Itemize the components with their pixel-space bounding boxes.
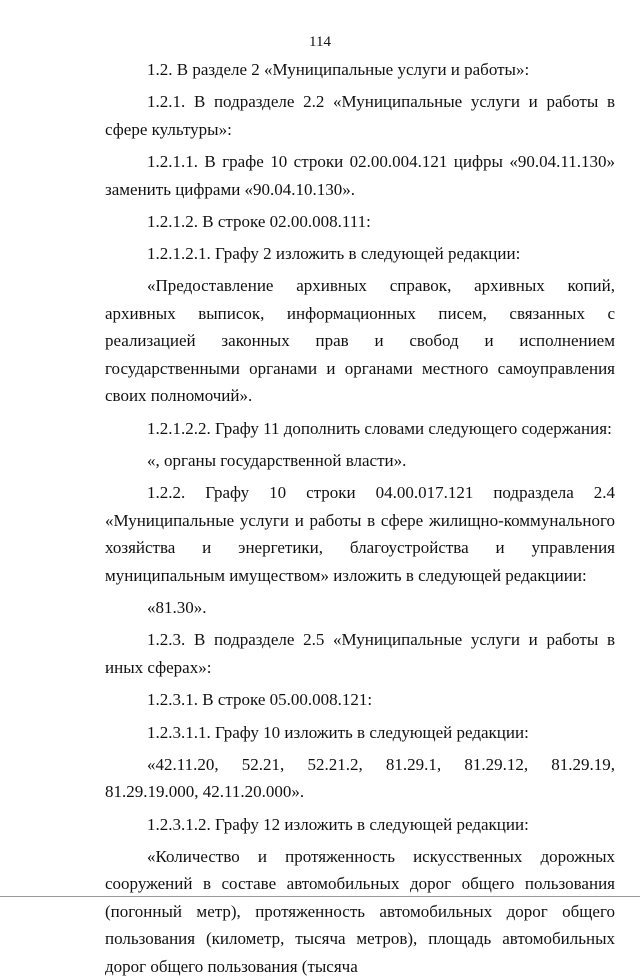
quoted-text-state-bodies: «, органы государственной власти». <box>147 451 407 471</box>
page-number: 114 <box>309 34 331 50</box>
document-body <box>105 56 615 980</box>
quoted-text-code-81-30: «81.30». <box>147 598 207 618</box>
paragraph-1-2-1-1: 1.2.1.1. В графе 10 строки 02.00.004.121 цифры «90.04.11.130» заменить цифрами «90.04.10.130». <box>105 152 615 199</box>
paragraph-1-2-1-2: 1.2.1.2. В строке 02.00.008.111: <box>147 211 371 231</box>
paragraph-1-2-3-1-1: 1.2.3.1.1. Графу 10 изложить в следующей редакции: <box>147 722 529 742</box>
paragraph-1-2: 1.2. В разделе 2 «Муниципальные услуги и работы»: <box>147 60 530 79</box>
paragraph-1-2-1-2-1: 1.2.1.2.1. Графу 2 изложить в следующей редакции: <box>147 244 521 264</box>
quoted-text-road-structures: «Количество и протяженность искусственных дорожных сооружений в составе автомобильных дорог общего пользования (погонный метр), протяженность автомобильных дорог общего пользования (километр, тысяча метров), площадь автомобильных дорог общего пользования (тысяча <box>105 846 615 976</box>
paragraph-1-2-1: 1.2.1. В подразделе 2.2 «Муниципальные услуги и работы в сфере культуры»: <box>105 92 615 139</box>
paragraph-1-2-3: 1.2.3. В подразделе 2.5 «Муниципальные услуги и работы в иных сферах»: <box>105 630 615 677</box>
paragraph-1-2-3-1: 1.2.3.1. В строке 05.00.008.121: <box>147 690 373 710</box>
scan-bottom-edge <box>0 896 640 897</box>
paragraph-1-2-1-2-2: 1.2.1.2.2. Графу 11 дополнить словами следующего содержания: <box>147 418 612 438</box>
paragraph-1-2-3-1-2: 1.2.3.1.2. Графу 12 изложить в следующей редакции: <box>147 814 529 834</box>
quoted-text-archive-services: «Предоставление архивных справок, архивных копий, архивных выписок, информационных писем, связанных с реализацией законных прав и свобод и исполнением государственными органами и органами местного самоуправления своих полномочий». <box>105 276 615 406</box>
quoted-text-codes-list: «42.11.20, 52.21, 52.21.2, 81.29.1, 81.29.12, 81.29.19, 81.29.19.000, 42.11.20.000». <box>105 754 615 802</box>
paragraph-1-2-2: 1.2.2. Графу 10 строки 04.00.017.121 подраздела 2.4 «Муниципальные услуги и работы в сфере жилищно-коммунального хозяйства и энергетики, благоустройства и управления муниципальным имуществом» изложить в следующей редакциии: <box>105 483 615 585</box>
